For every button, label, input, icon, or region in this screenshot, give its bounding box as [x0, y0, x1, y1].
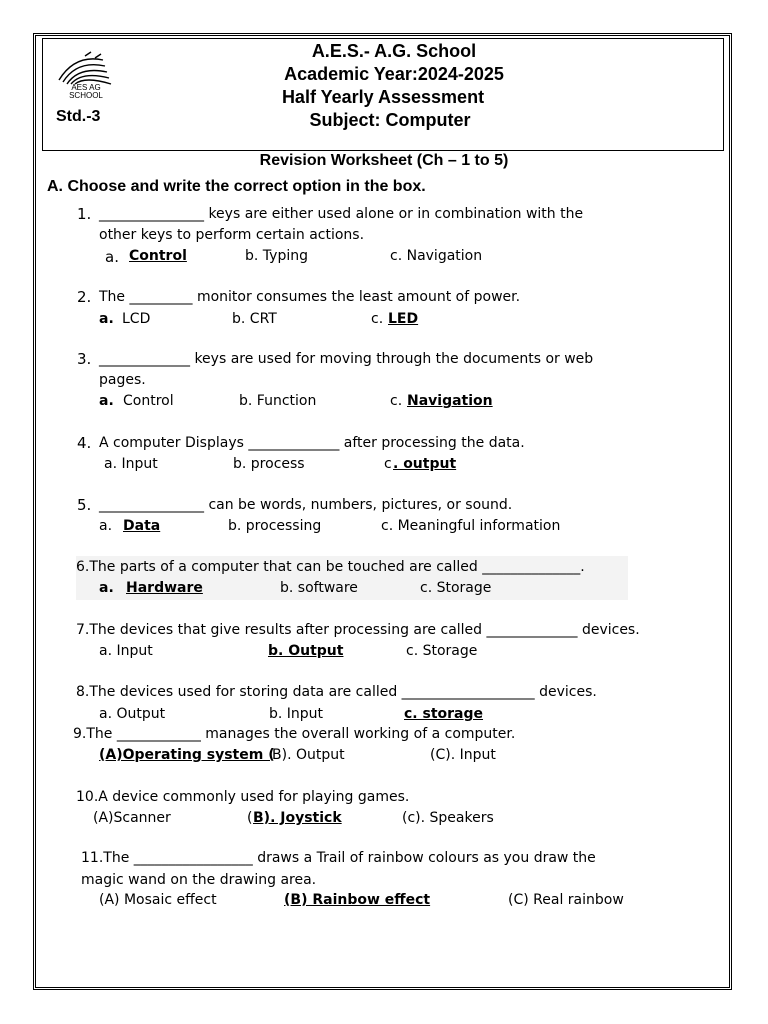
option-c-answer: LED	[388, 311, 419, 327]
option-a-answer: (A)Operating system (	[99, 747, 275, 763]
question-text: _______________ can be words, numbers, pictures, or sound.	[99, 497, 513, 513]
option-a: a. Input	[99, 643, 153, 659]
question-number: 1.	[77, 205, 92, 223]
option-c-answer: . output	[393, 456, 457, 472]
question-text: 10.A device commonly used for playing games.	[76, 789, 410, 805]
option-b: B). Output	[272, 747, 345, 763]
question-text-cont: magic wand on the drawing area.	[81, 872, 317, 888]
option-b-label: (	[247, 810, 253, 826]
question-text: 7.The devices that give results after processing are called _____________ devices.	[76, 622, 640, 638]
question-text-cont: other keys to perform certain actions.	[99, 227, 365, 243]
standard-label: Std.-3	[56, 108, 101, 125]
option-a: (A)Scanner	[93, 810, 171, 826]
logo-line2: SCHOOL	[69, 91, 103, 100]
option-c-label: c.	[390, 393, 403, 409]
option-c: (C). Input	[430, 747, 496, 763]
option-a-label: a.	[99, 393, 114, 409]
logo-line1: AES AG	[71, 83, 101, 92]
option-a: a. Input	[104, 456, 158, 472]
option-b-answer: (B) Rainbow effect	[284, 892, 431, 908]
option-a-label: a.	[105, 248, 119, 266]
question-number: 3.	[77, 350, 92, 368]
option-a-label: a.	[99, 580, 114, 596]
question-text: 9.The ____________ manages the overall working of a computer.	[73, 726, 516, 742]
option-b: b. Function	[239, 393, 317, 409]
option-b: b. Typing	[245, 248, 308, 264]
option-c: c. Meaningful information	[381, 518, 561, 534]
section-title: A. Choose and write the correct option in the box.	[47, 178, 426, 195]
option-c-label: c.	[371, 311, 384, 327]
option-c-label: c	[384, 456, 392, 472]
question-text: 11.The _________________ draws a Trail of rainbow colours as you draw the	[81, 850, 596, 866]
question-number: 4.	[77, 434, 92, 452]
exam-title: Half Yearly Assessment	[281, 87, 485, 107]
option-c: (c). Speakers	[402, 810, 494, 826]
option-c-answer: Navigation	[407, 393, 493, 409]
option-a: Control	[123, 393, 174, 409]
question-text: The _________ monitor consumes the least amount of power.	[99, 289, 521, 305]
option-a-answer: Hardware	[126, 580, 203, 596]
school-name: A.E.S.- A.G. School	[311, 41, 477, 61]
option-c-answer: c. storage	[404, 706, 484, 722]
option-a: LCD	[122, 311, 151, 327]
question-text: A computer Displays _____________ after processing the data.	[99, 435, 525, 451]
question-number: 5.	[77, 496, 92, 514]
option-a-answer: Control	[129, 248, 187, 264]
option-b-answer: b. Output	[268, 643, 344, 659]
option-a-answer: Data	[123, 518, 161, 534]
subject: Subject: Computer	[309, 110, 471, 130]
option-a: a. Output	[99, 706, 166, 722]
option-b: b. Input	[269, 706, 324, 722]
question-text: 6.The parts of a computer that can be touched are called ______________.	[76, 559, 585, 575]
option-c: c. Storage	[406, 643, 478, 659]
option-a-label: a.	[99, 311, 114, 327]
option-b: b. CRT	[232, 311, 277, 327]
question-text: 8.The devices used for storing data are called ___________________ devices.	[76, 684, 597, 700]
option-b: b. software	[280, 580, 358, 596]
question-text: _______________ keys are either used alone or in combination with the	[99, 206, 584, 222]
question-text: _____________ keys are used for moving through the documents or web	[99, 351, 594, 367]
worksheet-title: Revision Worksheet (Ch – 1 to 5)	[259, 152, 509, 169]
option-c: c. Storage	[420, 580, 492, 596]
option-b-answer: B). Joystick	[253, 810, 342, 826]
option-b: b. process	[233, 456, 305, 472]
academic-year: Academic Year:2024-2025	[284, 64, 504, 84]
option-a: (A) Mosaic effect	[99, 892, 217, 908]
question-number: 2.	[77, 288, 92, 306]
question-text-cont: pages.	[99, 372, 146, 388]
option-b: b. processing	[228, 518, 322, 534]
option-c: (C) Real rainbow	[508, 892, 624, 908]
option-c: c. Navigation	[390, 248, 483, 264]
option-a-label: a.	[99, 518, 113, 534]
